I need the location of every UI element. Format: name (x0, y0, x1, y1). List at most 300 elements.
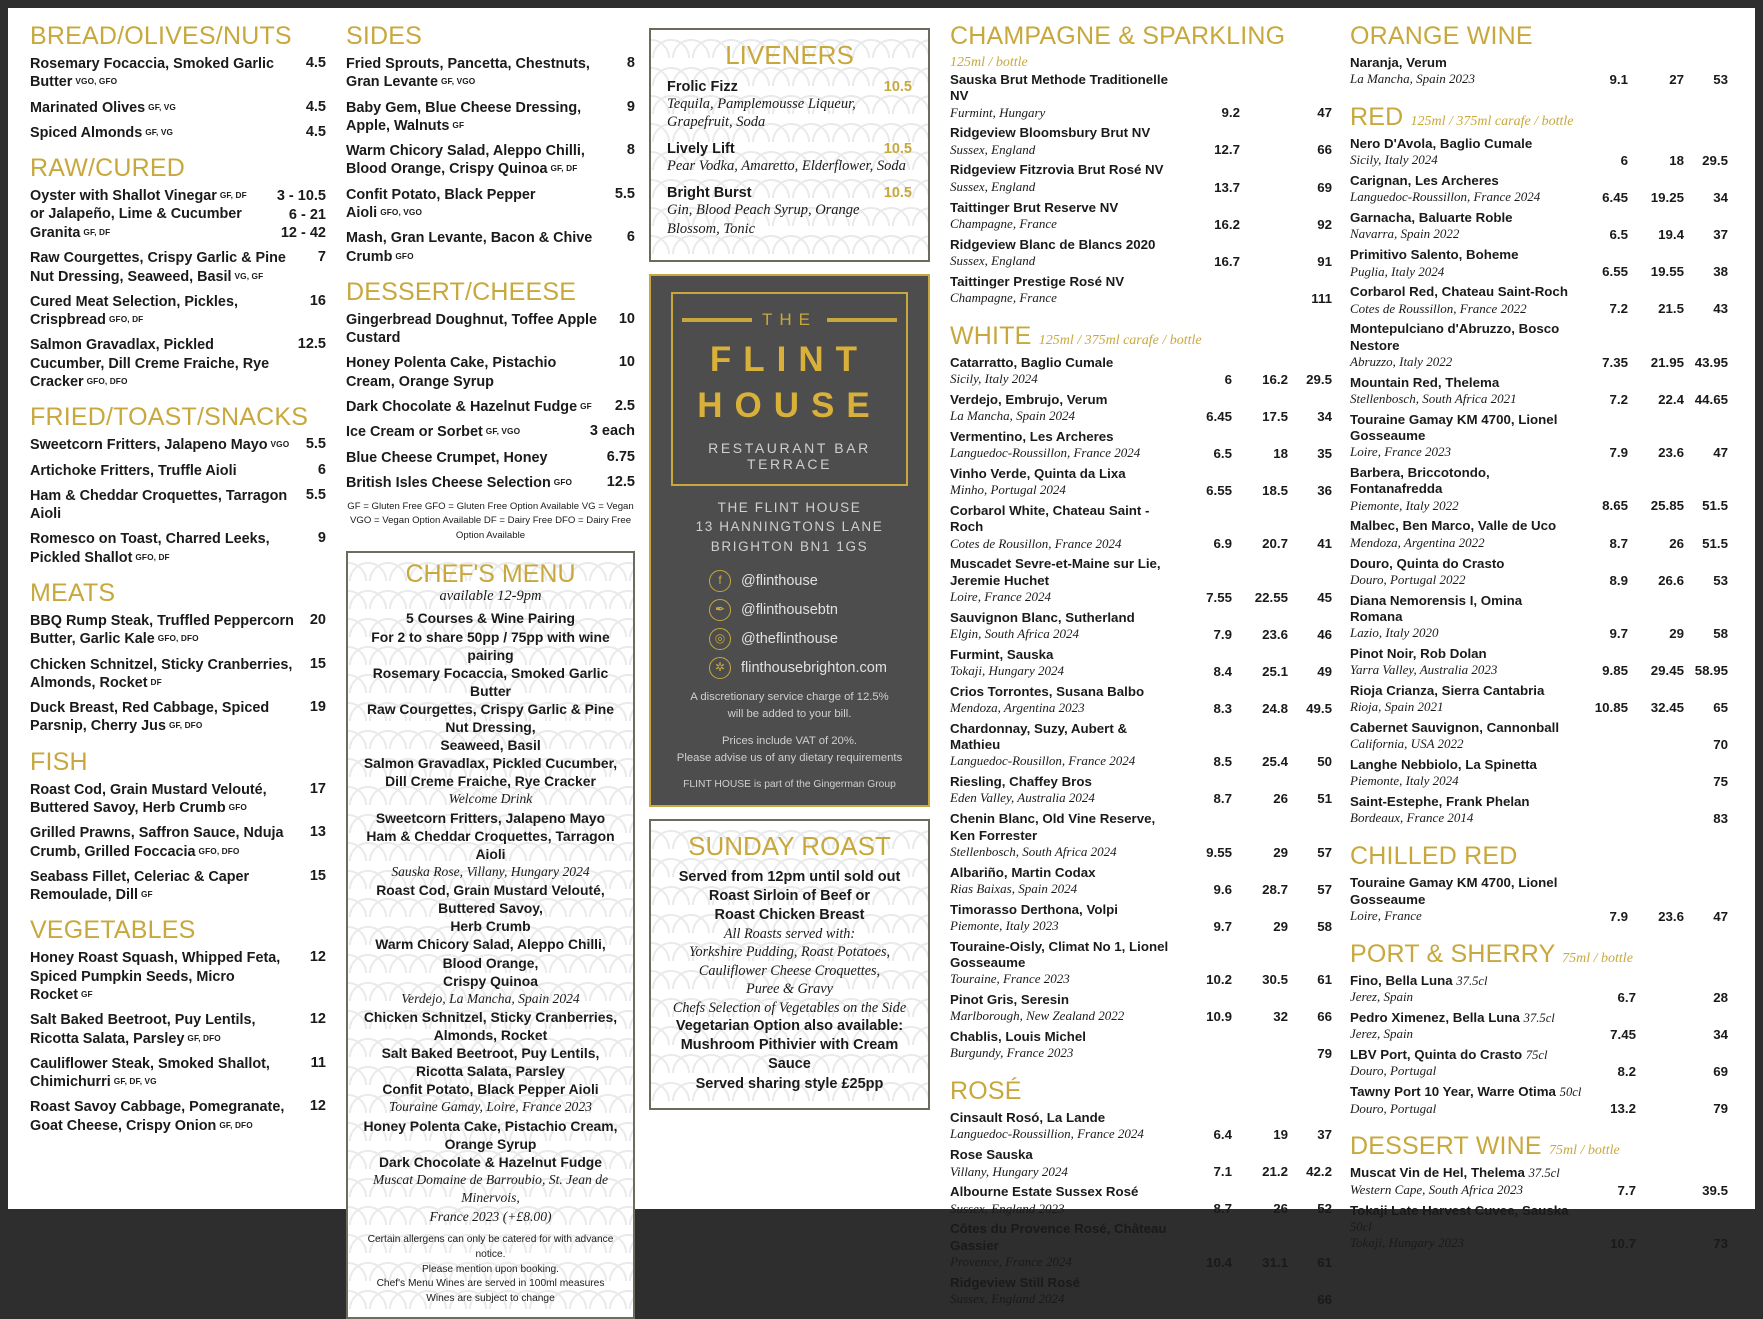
wine-item (1350, 518, 1728, 554)
wine-item (1350, 973, 1728, 1009)
sunday-roast-title: SUNDAY ROAST (688, 830, 891, 861)
wine-region: Rias Baixas, Spain 2024 (950, 880, 1078, 896)
food-section-title: BREAD/OLIVES/NUTS (30, 22, 292, 50)
menu-item (30, 1098, 326, 1135)
wine-price-glass: 6.55 (1206, 483, 1232, 499)
wine-name: Naranja, Verum (1350, 55, 1447, 70)
chefs-menu-line: Ham & Cheddar Croquettes, Tarragon Aioli (366, 827, 615, 862)
social-handle[interactable]: @theflinthouse (741, 631, 838, 648)
wine-price-bottle: 52 (1317, 1201, 1332, 1217)
wine-item-text (1350, 321, 1572, 373)
wine-price-glass: 10.4 (1206, 1254, 1232, 1270)
wine-item-text (1350, 136, 1572, 172)
chefs-menu-line: Dill Creme Fraiche, Rye Cracker (385, 773, 596, 790)
wine-prices (1572, 573, 1728, 592)
menu-item-price: 20 (309, 612, 326, 628)
wine-price-carafe (1240, 254, 1290, 269)
wine-price-carafe (1240, 217, 1290, 232)
menu-item-price: 6.75 (606, 448, 635, 465)
wine-name: Touraine Gamay KM 4700, Lionel Gosseaume (1350, 875, 1558, 907)
wine-item (950, 125, 1332, 161)
chefs-menu-line: Sweetcorn Fritters, Jalapeno Mayo (375, 809, 606, 826)
allergen-tag: GFO (395, 250, 414, 261)
wine-item (1350, 757, 1728, 793)
wine-name: Douro, Quinta do Crasto (1350, 555, 1505, 571)
wine-name: Rioja Crianza, Sierra Cantabria (1350, 682, 1545, 698)
wine-item-text (1350, 646, 1572, 682)
wine-name: Cinsault Rosó, La Lande (950, 1110, 1106, 1126)
social-handle[interactable]: @flinthouse (741, 573, 818, 590)
wine-price-glass: 6 (1620, 153, 1628, 169)
wine-prices (1572, 355, 1728, 374)
wine-item (950, 1221, 1332, 1273)
menu-item-name: Grilled Prawns, Saffron Sauce, Nduja Crumb, Grilled Foccacia GFO, DFO (30, 825, 284, 860)
wine-item-text (1350, 1165, 1586, 1201)
wine-item (950, 992, 1332, 1028)
menu-item-name: Salt Baked Beetroot, Puy Lentils, Ricotta Salata, Parsley GF, DFO (30, 1012, 256, 1047)
logo-the-row (681, 310, 898, 330)
menu-item-price: 7 (317, 249, 326, 266)
wine-price-bottle: 49 (1317, 663, 1332, 679)
wine-price-carafe (1636, 1064, 1686, 1079)
wine-prices (1176, 536, 1332, 555)
wine-prices (1176, 590, 1332, 609)
wine-item (950, 865, 1332, 901)
wine-item (950, 1147, 1332, 1183)
menu-item-price: 12.5 (297, 336, 326, 353)
wine-price-bottle: 50 (1317, 754, 1332, 770)
wine-item-text (950, 811, 1176, 863)
wine-prices (1586, 1064, 1728, 1083)
social-handle[interactable]: @flinthousebtn (741, 602, 838, 619)
wine-price-carafe (1232, 1292, 1288, 1307)
chefs-menu-line: Salt Baked Beetroot, Puy Lentils, Ricotta Salata, Parsley (381, 1045, 600, 1080)
wine-item (1350, 465, 1728, 517)
wine-item-text (1350, 875, 1572, 927)
wine-price-bottle: 58 (1317, 918, 1332, 934)
social-row[interactable] (709, 628, 916, 650)
wine-price-carafe: 21.2 (1262, 1164, 1288, 1180)
wine-item (950, 1110, 1332, 1146)
liveners-list (667, 79, 912, 238)
menu-item-name: British Isles Cheese Selection GFO (346, 474, 573, 491)
vat-line-2: Please advise us of any dietary requirements (676, 752, 903, 765)
menu-item (346, 398, 635, 416)
wine-price-glass: 10.9 (1206, 1009, 1232, 1025)
chefs-menu-line: Sauska Rose, Villany, Hungary 2024 (391, 863, 590, 879)
wine-region: Western Cape, South Africa 2023 (1350, 1181, 1523, 1197)
wine-region: Loire, France 2024 (950, 588, 1051, 604)
globe-icon: ✲ (709, 657, 731, 679)
wine-price-bottle: 65 (1713, 700, 1728, 716)
wine-price-carafe: 16.2 (1262, 371, 1288, 387)
allergen-tag: GF, DF (550, 163, 578, 174)
wine-price-carafe (1636, 1101, 1686, 1116)
allergen-tag: GF, VGO (485, 426, 521, 437)
wine-price-bottle: 41 (1317, 536, 1332, 552)
chefs-menu-line: For 2 to share 50pp / 75pp with wine pairing (371, 628, 610, 663)
wine-item-text (950, 647, 1176, 683)
wine-price-carafe: 20.7 (1262, 536, 1288, 552)
allergen-tag: GF, DFO (219, 1119, 253, 1130)
wine-name: Montepulciano d'Abruzzo, Bosco Nestore (1350, 321, 1560, 353)
food-section-title: FRIED/TOAST/SNACKS (30, 403, 309, 432)
wine-price-carafe: 30.5 (1262, 972, 1288, 988)
wine-price-bottle: 61 (1317, 972, 1332, 988)
wine-item (950, 1184, 1332, 1220)
menu-item (30, 781, 326, 818)
wine-item (950, 811, 1332, 863)
wine-item (950, 556, 1332, 608)
allergen-tag: GFO (228, 801, 247, 812)
wine-item (1350, 173, 1728, 209)
wine-bottle-size: 50cl (1350, 1219, 1372, 1234)
wine-region: Loire, France 2023 (1350, 444, 1451, 460)
logo-house-text: HOUSE (697, 385, 882, 425)
wine-price-bottle: 83 (1713, 811, 1728, 827)
wine-item-text (1350, 284, 1572, 320)
wine-item-text (950, 1110, 1176, 1146)
chefs-menu-line: Chicken Schnitzel, Sticky Cranberries, Almonds, Rocket (363, 1009, 618, 1044)
wine-price-glass: 8.4 (1213, 663, 1232, 679)
wine-price-carafe: 27 (1669, 72, 1684, 88)
livener-description: Gin, Blood Peach Syrup, Orange Blossom, Tonic (667, 202, 860, 237)
wine-item (950, 721, 1332, 773)
wine-price-glass (1572, 811, 1628, 826)
menu-item-name: Marinated Olives GF, VG (30, 99, 176, 116)
wine-item-text (950, 466, 1176, 502)
middle-column (639, 16, 936, 1205)
wine-item-text (1350, 518, 1572, 554)
chefs-menu-availability: available 12-9pm (439, 588, 542, 605)
wine-price-carafe: 23.6 (1658, 908, 1684, 924)
livener-price: 10.5 (883, 79, 912, 95)
wine-price-carafe: 26 (1669, 535, 1684, 551)
chefs-menu-line: France 2023 (+£8.00) (429, 1208, 552, 1224)
wine-item (1350, 321, 1728, 373)
wine-name: Verdejo, Embrujo, Verum (950, 391, 1108, 407)
wine-name: Ridgeview Blanc de Blancs 2020 (950, 236, 1156, 252)
wine-name: Chardonnay, Suzy, Aubert & Mathieu (950, 720, 1128, 753)
chefs-menu-footnotes (358, 1233, 623, 1307)
wine-region: La Mancha, Spain 2023 (1350, 71, 1475, 87)
allergen-tag: GFO, DFO (157, 633, 199, 644)
wine-name: Pinot Gris, Seresin (950, 992, 1069, 1008)
menu-item-price: 5.5 (305, 436, 326, 453)
wine-name: Chenin Blanc, Old Vine Reserve, Ken Forrester (950, 811, 1156, 843)
wine-item (950, 392, 1332, 428)
wine-region: Sicily, Italy 2024 (1350, 152, 1438, 168)
wine-name: Muscat Vin de Hel, Thelema 37.5cl (1350, 1165, 1560, 1181)
wine-item-text (950, 1221, 1176, 1273)
menu-item-name: Honey Roast Squash, Whipped Feta, Spiced Pumpkin Seeds, Micro Rocket GF (30, 950, 281, 1003)
wine-name: Timorasso Derthona, Volpi (950, 901, 1118, 917)
wine-price-glass: 9.7 (1609, 625, 1628, 641)
wine-item-text (1350, 683, 1572, 719)
menu-item-price: 3 each (589, 423, 635, 440)
social-handle[interactable]: flinthousebrighton.com (741, 660, 887, 677)
wine-item (1350, 375, 1728, 411)
allergen-tag: GF, VG (145, 126, 174, 137)
livener-item (667, 185, 912, 201)
menu-item-price: 15 (309, 867, 326, 884)
menu-item (30, 99, 326, 117)
wine-price-bottle: 51 (1317, 791, 1332, 807)
allergen-tag: GF (140, 889, 153, 900)
wine-region: Villany, Hungary 2024 (950, 1163, 1068, 1179)
wine-item (1350, 556, 1728, 592)
menu-item (30, 293, 326, 330)
wine-price-glass: 7.45 (1610, 1027, 1636, 1043)
wine-region: Sussex, England (950, 141, 1036, 157)
wine-price-glass: 9.1 (1609, 72, 1628, 88)
wine-region: Sicily, Italy 2024 (950, 371, 1038, 386)
menu-item-price: 12 (309, 1098, 326, 1115)
menu-item-price: 12.5 (606, 473, 635, 490)
wine-price-carafe: 18 (1273, 446, 1288, 462)
wine-prices (1176, 1127, 1332, 1146)
logo-the-text: THE (762, 309, 817, 329)
wine-price-bottle: 34 (1713, 190, 1728, 206)
menu-item (30, 1055, 326, 1092)
wine-item-text (1350, 210, 1572, 246)
wine-item (1350, 875, 1728, 927)
wine-item (1350, 794, 1728, 830)
logo-flint-text: FLINT (709, 339, 870, 379)
wine-region: Touraine, France 2023 (950, 971, 1070, 987)
wine-price-bottle: 53 (1713, 72, 1728, 88)
brand-panel (649, 274, 930, 807)
wine-bottle-size: 37.5cl (1456, 973, 1488, 988)
menu-item (30, 462, 326, 480)
wine-region: Languedoc-Roussillon, France 2024 (950, 445, 1141, 461)
wine-price-bottle: 43 (1713, 301, 1728, 317)
social-links (663, 570, 916, 679)
vat-line-1: Prices include VAT of 20%. (722, 735, 857, 748)
menu-item-name: Chicken Schnitzel, Sticky Cranberries, Almonds, Rocket DF (30, 656, 293, 691)
wine-price-glass (1176, 1292, 1232, 1307)
livener-item (667, 141, 912, 157)
menu-item-price: 12 (309, 949, 326, 966)
chefs-menu-line: Verdejo, La Mancha, Spain 2024 (401, 990, 580, 1006)
wine-item (950, 162, 1332, 198)
wine-prices (1176, 627, 1332, 646)
wine-item (1350, 247, 1728, 283)
social-row[interactable] (709, 599, 916, 621)
wine-price-glass: 6.45 (1206, 408, 1232, 424)
wine-prices (1176, 483, 1332, 502)
wine-item (1350, 683, 1728, 719)
menu-item (346, 186, 635, 223)
menu-item-price: 4.5 (305, 123, 326, 140)
wine-price-carafe: 25.4 (1262, 754, 1288, 770)
wine-name: Tokaji Late Harvest Cuvee, Sauska 50cl (1350, 1202, 1569, 1234)
wine-prices (1176, 1164, 1332, 1183)
liveners-panel (649, 28, 930, 262)
wine-price-carafe: 21.5 (1658, 301, 1684, 317)
wine-prices (1190, 254, 1332, 273)
wine-prices (1572, 72, 1728, 91)
wine-section-title: CHAMPAGNE & SPARKLING (950, 22, 1286, 50)
logo-tagline: RESTAURANT BAR TERRACE (708, 439, 871, 472)
menu-item-name: Duck Breast, Red Cabbage, Spiced Parsnip, Cherry Jus GF, DFO (30, 700, 270, 735)
wine-section-title: RED 125ml / 375ml carafe / bottle (1350, 103, 1574, 132)
wine-price-carafe: 29 (1273, 844, 1288, 860)
wine-price-bottle: 79 (1713, 1101, 1728, 1117)
wine-price-carafe: 19.55 (1650, 264, 1684, 280)
address-line-1: THE FLINT HOUSE (717, 499, 862, 515)
wine-item-text (950, 1147, 1176, 1183)
menu-item-price: 15 (309, 655, 326, 672)
food-section-title: MEATS (30, 579, 116, 607)
wine-name: Ridgeview Still Rosé (950, 1274, 1081, 1290)
chefs-menu-line: Raw Courgettes, Crispy Garlic & Pine Nut Dressing, (366, 700, 614, 735)
wine-name: Riesling, Chaffey Bros (950, 774, 1092, 790)
twitter-icon: ✒ (709, 599, 731, 621)
wine-price-glass: 10.7 (1610, 1236, 1636, 1252)
wine-item-text (1350, 375, 1572, 411)
wine-item-text (1350, 55, 1572, 91)
wine-price-bottle: 57 (1317, 881, 1332, 897)
wine-region: Mendoza, Argentina 2022 (1350, 534, 1485, 550)
menu-page (8, 8, 1755, 1307)
wine-item-text (1350, 593, 1572, 645)
wine-item-text (950, 503, 1176, 555)
menu-item (30, 124, 326, 142)
wine-item-text (950, 774, 1176, 810)
wine-prices (1572, 536, 1728, 555)
food-column-left (14, 16, 336, 1205)
wine-price-bottle: 37 (1317, 1127, 1332, 1143)
wine-region: Douro, Portugal (1350, 1063, 1437, 1079)
menu-item-price: 6 (626, 229, 635, 246)
wine-item (1350, 1010, 1728, 1046)
menu-item-price: 3 - 10.5 6 - 21 12 - 42 (276, 188, 326, 241)
wine-price-bottle: 69 (1317, 179, 1332, 195)
menu-item (30, 487, 326, 524)
chefs-menu-line: Welcome Drink (448, 791, 533, 807)
wine-price-glass: 8.7 (1609, 535, 1628, 551)
wine-section-measures: 125ml / bottle (950, 55, 1028, 70)
wine-section-measures: 125ml / 375ml carafe / bottle (1410, 114, 1574, 130)
wine-price-carafe: 32.45 (1650, 700, 1684, 716)
wine-prices (1572, 626, 1728, 645)
wine-name: Rose Sauska (950, 1147, 1033, 1163)
wine-prices (1190, 217, 1332, 236)
wine-region: Bordeaux, France 2014 (1350, 810, 1474, 826)
allergen-tag: GFO, DF (135, 551, 170, 562)
wine-price-bottle: 44.65 (1694, 391, 1728, 407)
wine-prices (1176, 791, 1332, 810)
chefs-menu-line: Herb Crumb (450, 918, 531, 935)
wine-section-title: DESSERT WINE 75ml / bottle (1350, 1132, 1620, 1161)
wine-prices (1176, 446, 1332, 465)
liveners-title: LIVENERS (725, 40, 854, 70)
wine-price-glass (1572, 774, 1628, 789)
wine-name: Taittinger Brut Reserve NV (950, 199, 1119, 215)
wine-bottle-size: 75cl (1525, 1048, 1548, 1063)
menu-item-name: Sweetcorn Fritters, Jalapeno Mayo VGO (30, 437, 290, 454)
wine-item (950, 1029, 1332, 1065)
wine-price-glass: 6.5 (1213, 446, 1232, 462)
menu-item-price: 16 (309, 292, 326, 309)
social-row[interactable] (709, 570, 916, 592)
wine-price-glass: 10.85 (1594, 700, 1628, 716)
menu-item (346, 354, 635, 391)
wine-prices (1586, 1183, 1728, 1202)
menu-item (30, 55, 326, 92)
wine-item (1350, 1084, 1728, 1120)
wine-item-text (1350, 173, 1572, 209)
wine-item-text (1350, 556, 1572, 592)
wine-name: Côtes du Provence Rosé, Château Gassier (950, 1221, 1167, 1253)
wine-item-text (1350, 1010, 1586, 1046)
wine-price-bottle: 51.5 (1702, 498, 1728, 514)
livener-price: 10.5 (883, 185, 912, 202)
allergen-tag: GFO, DF (108, 314, 144, 325)
wine-price-carafe: 23.6 (1262, 626, 1288, 642)
wine-price-carafe: 22.55 (1254, 589, 1288, 605)
wine-item-text (1350, 794, 1572, 830)
sunday-roast-line: Yorkshire Pudding, Roast Potatoes, (688, 944, 891, 961)
menu-item (346, 142, 635, 179)
menu-item (30, 656, 326, 693)
wine-item (950, 237, 1332, 273)
wine-price-carafe (1636, 1027, 1686, 1042)
wine-price-glass: 6.4 (1213, 1127, 1232, 1143)
allergen-tag: VGO, GFO (75, 76, 118, 87)
wine-prices (1572, 909, 1728, 928)
wine-price-glass: 8.3 (1213, 700, 1232, 716)
wine-price-bottle: 70 (1713, 737, 1728, 753)
wine-item-text (950, 865, 1176, 901)
wine-item (1350, 1203, 1728, 1255)
wine-prices (1572, 700, 1728, 719)
wine-price-glass: 16.2 (1214, 216, 1240, 232)
wine-item (1350, 646, 1728, 682)
wine-price-glass: 6.9 (1213, 536, 1232, 552)
wine-price-bottle: 36 (1317, 483, 1332, 499)
wine-name: Taittinger Prestige Rosé NV (950, 273, 1125, 289)
wine-region: Jerez, Spain (1350, 1026, 1414, 1042)
menu-item-name: Salmon Gravadlax, Pickled Cucumber, Dill Creme Fraiche, Rye Cracker GFO, DFO (30, 337, 270, 391)
chefs-menu-footnote: Please mention upon booking. (421, 1263, 560, 1275)
allergen-tag: GF, DFO (168, 720, 203, 731)
wine-price-carafe (1240, 105, 1290, 120)
wine-item (1350, 55, 1728, 91)
wine-price-bottle: 53 (1713, 572, 1728, 588)
wine-section-title: ORANGE WINE (1350, 22, 1533, 50)
wine-prices (1572, 264, 1728, 283)
menu-item-price: 4.5 (305, 55, 326, 71)
wine-name: Albourne Estate Sussex Rosé (950, 1184, 1139, 1200)
wine-prices (1572, 663, 1728, 682)
wine-item-text (950, 355, 1176, 391)
chefs-menu-line: Muscat Domaine de Barroubio, St. Jean de Minervois, (372, 1171, 609, 1206)
wine-region: Champagne, France (950, 289, 1057, 305)
menu-item-name: Blue Cheese Crumpet, Honey (346, 449, 548, 466)
address-line-3: BRIGHTON BN1 1GS (710, 538, 869, 554)
chefs-menu-courses (358, 609, 623, 1226)
wine-region: Burgundy, France 2023 (950, 1045, 1074, 1061)
chefs-menu-panel (346, 551, 635, 1319)
wine-price-glass: 9.85 (1602, 662, 1628, 678)
wine-price-carafe: 17.5 (1262, 408, 1288, 424)
logo-rule-left (682, 318, 752, 322)
food-section-title: DESSERT/CHEESE (346, 277, 577, 306)
food-section-title: SIDES (346, 22, 423, 50)
social-row[interactable] (709, 657, 916, 679)
